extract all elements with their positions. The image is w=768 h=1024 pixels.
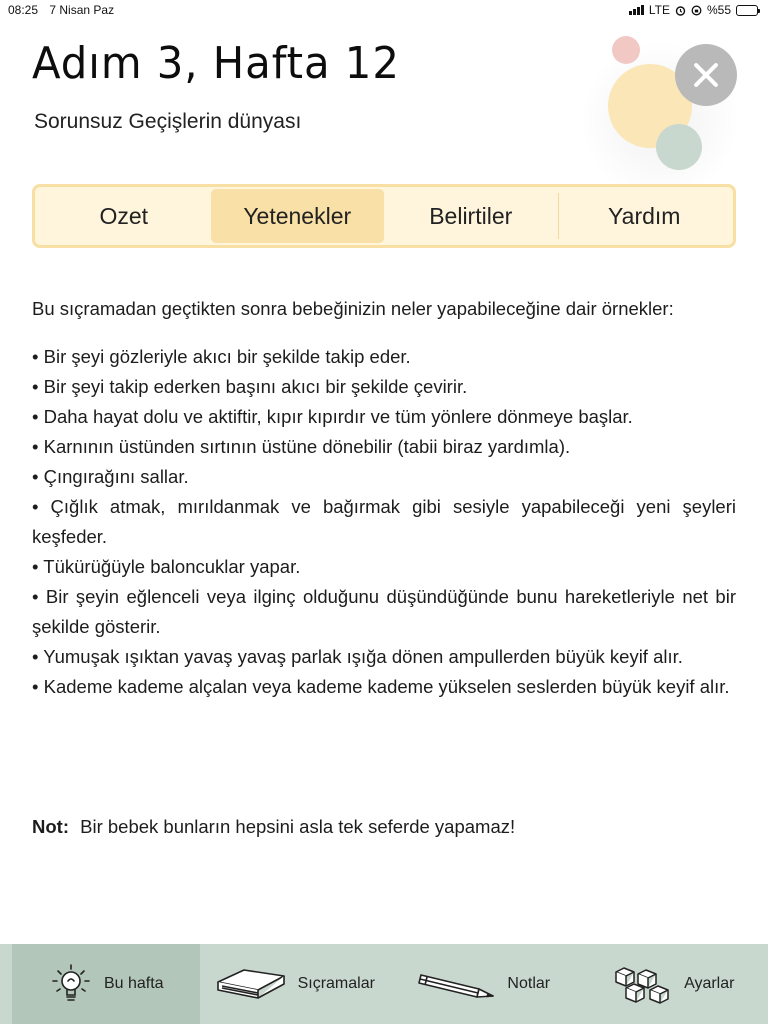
tabbar-label: Notlar bbox=[507, 975, 551, 992]
list-item: • Bir şeyi gözleriyle akıcı bir şekilde takip eder. bbox=[32, 346, 411, 367]
list-item: • Çıngırağını sallar. bbox=[32, 466, 189, 487]
page-subtitle: Sorunsuz Geçişlerin dünyası bbox=[34, 110, 302, 133]
decorative-circles bbox=[590, 30, 768, 190]
blocks-icon bbox=[612, 964, 674, 1004]
book-icon bbox=[214, 964, 288, 1004]
network-label: LTE bbox=[648, 3, 670, 17]
tabbar-label: Sıçramalar bbox=[297, 975, 375, 992]
list-item: • Karnının üstünden sırtının üstüne dönebilir (tabii biraz yardımla). bbox=[32, 436, 571, 457]
status-time: 08:25 bbox=[8, 3, 39, 17]
tabbar-label: Bu hafta bbox=[103, 975, 164, 992]
note-text: Bir bebek bunların hepsini asla tek seferde yapamaz! bbox=[80, 816, 516, 837]
intro-text: Bu sıçramadan geçtikten sonra bebeğinizin neler yapabileceğine dair örnekler: bbox=[32, 298, 674, 319]
list-item: • Yumuşak ışıktan yavaş yavaş parlak ışığa dönen ampullerden büyük keyif alır. bbox=[32, 646, 683, 667]
list-item: • Bir şeyi takip ederken başını akıcı bir şekilde çevirir. bbox=[32, 376, 468, 397]
abilities-list bbox=[32, 342, 736, 702]
note-label: Not: bbox=[32, 816, 69, 837]
status-bar bbox=[0, 0, 768, 20]
bottom-tab-bar bbox=[0, 944, 768, 1024]
list-item: • Kademe kademe alçalan veya kademe kademe yükselen seslerden büyük keyif alır. bbox=[32, 676, 730, 697]
content-body bbox=[32, 294, 736, 702]
list-item: • Çığlık atmak, mırıldanmak ve bağırmak gibi sesiyle yapabileceği yeni şeyleri keşfeder. bbox=[32, 496, 736, 547]
tabbar-item-bu-hafta[interactable] bbox=[12, 944, 200, 1024]
status-date: 7 Nisan Paz bbox=[49, 3, 115, 17]
tabbar-item-notlar[interactable] bbox=[389, 944, 579, 1024]
tabbar-item-ayarlar[interactable] bbox=[579, 944, 768, 1024]
status-right bbox=[629, 3, 758, 17]
tab-yardim[interactable]: Yardım bbox=[558, 189, 732, 243]
decorative-circle-pink bbox=[612, 36, 640, 64]
pencil-icon bbox=[417, 967, 497, 1001]
note bbox=[32, 816, 515, 838]
battery-percent: %55 bbox=[706, 3, 731, 17]
lightbulb-icon bbox=[48, 961, 94, 1007]
battery-icon bbox=[736, 5, 758, 16]
close-button[interactable] bbox=[675, 44, 737, 106]
decorative-circle-green bbox=[656, 124, 702, 170]
alarm-icon bbox=[675, 5, 686, 16]
page-title: Adım 3, Hafta 12 bbox=[32, 38, 400, 89]
list-item: • Daha hayat dolu ve aktiftir, kıpır kıpırdır ve tüm yönlere dönmeye başlar. bbox=[32, 406, 633, 427]
tab-belirtiler[interactable]: Belirtiler bbox=[429, 202, 513, 229]
status-left bbox=[8, 3, 122, 17]
signal-icon bbox=[629, 5, 644, 15]
lock-rotation-icon bbox=[691, 5, 702, 16]
tabbar-item-sicramalar[interactable] bbox=[200, 944, 390, 1024]
tabbar-label: Ayarlar bbox=[684, 975, 735, 992]
list-item: • Tükürüğüyle baloncuklar yapar. bbox=[32, 556, 301, 577]
segment-tabs bbox=[32, 184, 736, 248]
list-item: • Bir şeyin eğlenceli veya ilginç olduğunu düşündüğünde bunu hareketleriyle net bir şekilde gösterir. bbox=[32, 586, 736, 637]
tab-yetenekler[interactable]: Yetenekler bbox=[211, 189, 385, 243]
tab-ozet[interactable]: Ozet bbox=[99, 202, 149, 229]
